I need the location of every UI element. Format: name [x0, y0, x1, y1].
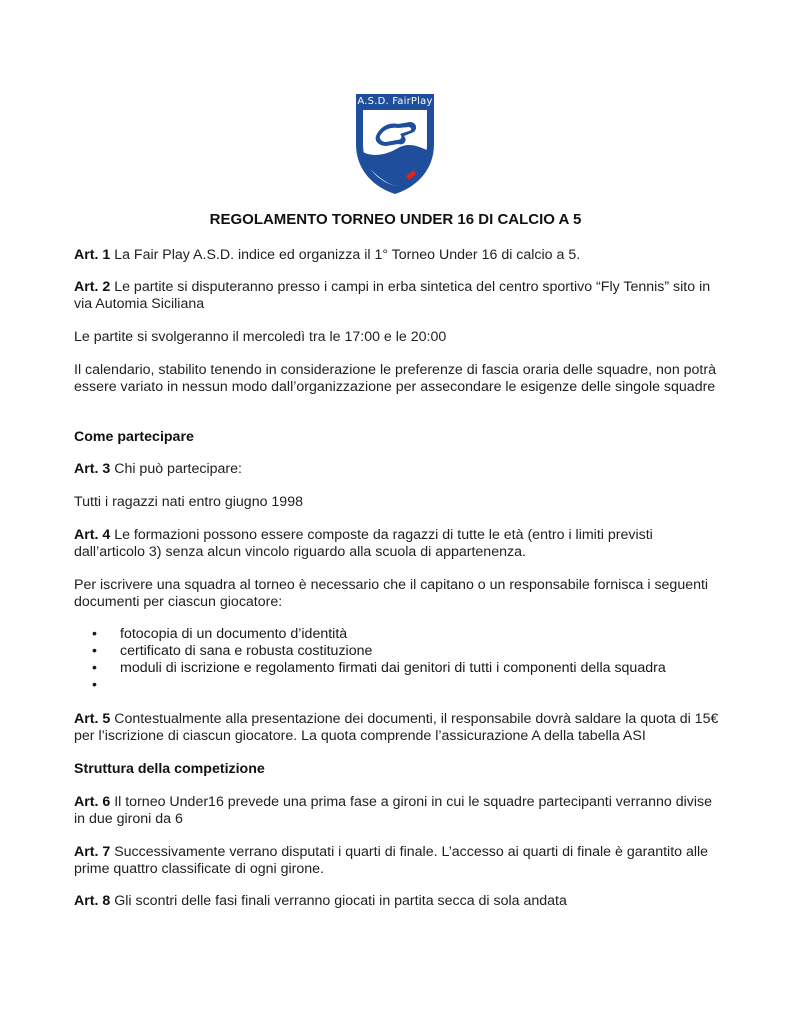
article-1	[74, 247, 724, 264]
shield-icon	[354, 92, 436, 196]
article-text: La Fair Play A.S.D. indice ed organizza il 1° Torneo Under 16 di calcio a 5.	[110, 247, 581, 263]
article-4	[74, 527, 724, 561]
list-item	[92, 626, 732, 643]
article-label: Art. 6	[74, 794, 111, 810]
article-label: Art. 8	[74, 893, 111, 909]
article-label: Art. 5	[74, 711, 111, 727]
club-logo	[354, 92, 436, 196]
paragraph-calendario: Il calendario, stabilito tenendo in considerazione le preferenze di fascia oraria delle squadre, non potrà essere variato in nessun modo dall’organizzazione per assecondare le esigenze delle singole squadre	[74, 362, 716, 395]
article-label: Art. 7	[74, 844, 111, 860]
article-6	[74, 794, 724, 828]
list-item	[92, 660, 732, 677]
documents-list	[92, 626, 732, 694]
logo-text: A.S.D. FairPlay	[357, 96, 433, 107]
section-heading-struttura: Struttura della competizione	[74, 761, 265, 777]
article-label: Art. 4	[74, 527, 111, 543]
article-3	[74, 461, 724, 478]
article-text: Gli scontri delle fasi finali verranno giocati in partita secca di sola andata	[110, 893, 567, 909]
article-text: Chi può partecipare:	[110, 461, 242, 477]
list-item	[92, 643, 732, 660]
list-item-text: certificato di sana e robusta costituzione	[120, 643, 373, 659]
article-text: Successivamente verrano disputati i quarti di finale. L’accesso ai quarti di finale è garantito alle prime quattro classificate di ogni girone.	[74, 844, 709, 877]
paragraph-iscrivere: Per iscrivere una squadra al torneo è necessario che il capitano o un responsabile fornisca i seguenti documenti per ciascun giocatore:	[74, 577, 709, 610]
list-item	[92, 677, 732, 694]
article-text: Contestualmente alla presentazione dei documenti, il responsabile dovrà saldare la quota di 15€ per l’iscrizione di ciascun giocatore. La quota comprende l’assicurazione A della tabella ASI	[74, 711, 719, 744]
page-title: REGOLAMENTO TORNEO UNDER 16 DI CALCIO A 5	[209, 211, 582, 228]
article-label: Art. 2	[74, 279, 111, 295]
article-label: Art. 3	[74, 461, 111, 477]
paragraph-nati: Tutti i ragazzi nati entro giugno 1998	[74, 494, 303, 510]
list-item-text: fotocopia di un documento d’identità	[120, 626, 348, 642]
bullet-icon: •	[92, 660, 97, 676]
article-text: Le formazioni possono essere composte da ragazzi di tutte le età (entro i limiti previsti dall’articolo 3) senza alcun vincolo riguardo alla scuola di appartenenza.	[74, 527, 653, 560]
paragraph-orari: Le partite si svolgeranno il mercoledì tra le 17:00 e le 20:00	[74, 329, 447, 345]
article-8	[74, 893, 724, 910]
section-heading-partecipare: Come partecipare	[74, 429, 194, 445]
article-2	[74, 279, 724, 313]
article-text: Il torneo Under16 prevede una prima fase a gironi in cui le squadre partecipanti verranno divise in due gironi da 6	[74, 794, 713, 827]
article-7	[74, 844, 724, 878]
bullet-icon: •	[92, 643, 97, 659]
bullet-icon: •	[92, 677, 97, 693]
article-label: Art. 1	[74, 247, 111, 263]
article-5	[74, 711, 724, 745]
list-item-text: moduli di iscrizione e regolamento firmati dai genitori di tutti i componenti della squadra	[120, 660, 666, 676]
article-text: Le partite si disputeranno presso i campi in erba sintetica del centro sportivo “Fly Tennis” sito in via Automia Siciliana	[74, 279, 711, 312]
bullet-icon: •	[92, 626, 97, 642]
